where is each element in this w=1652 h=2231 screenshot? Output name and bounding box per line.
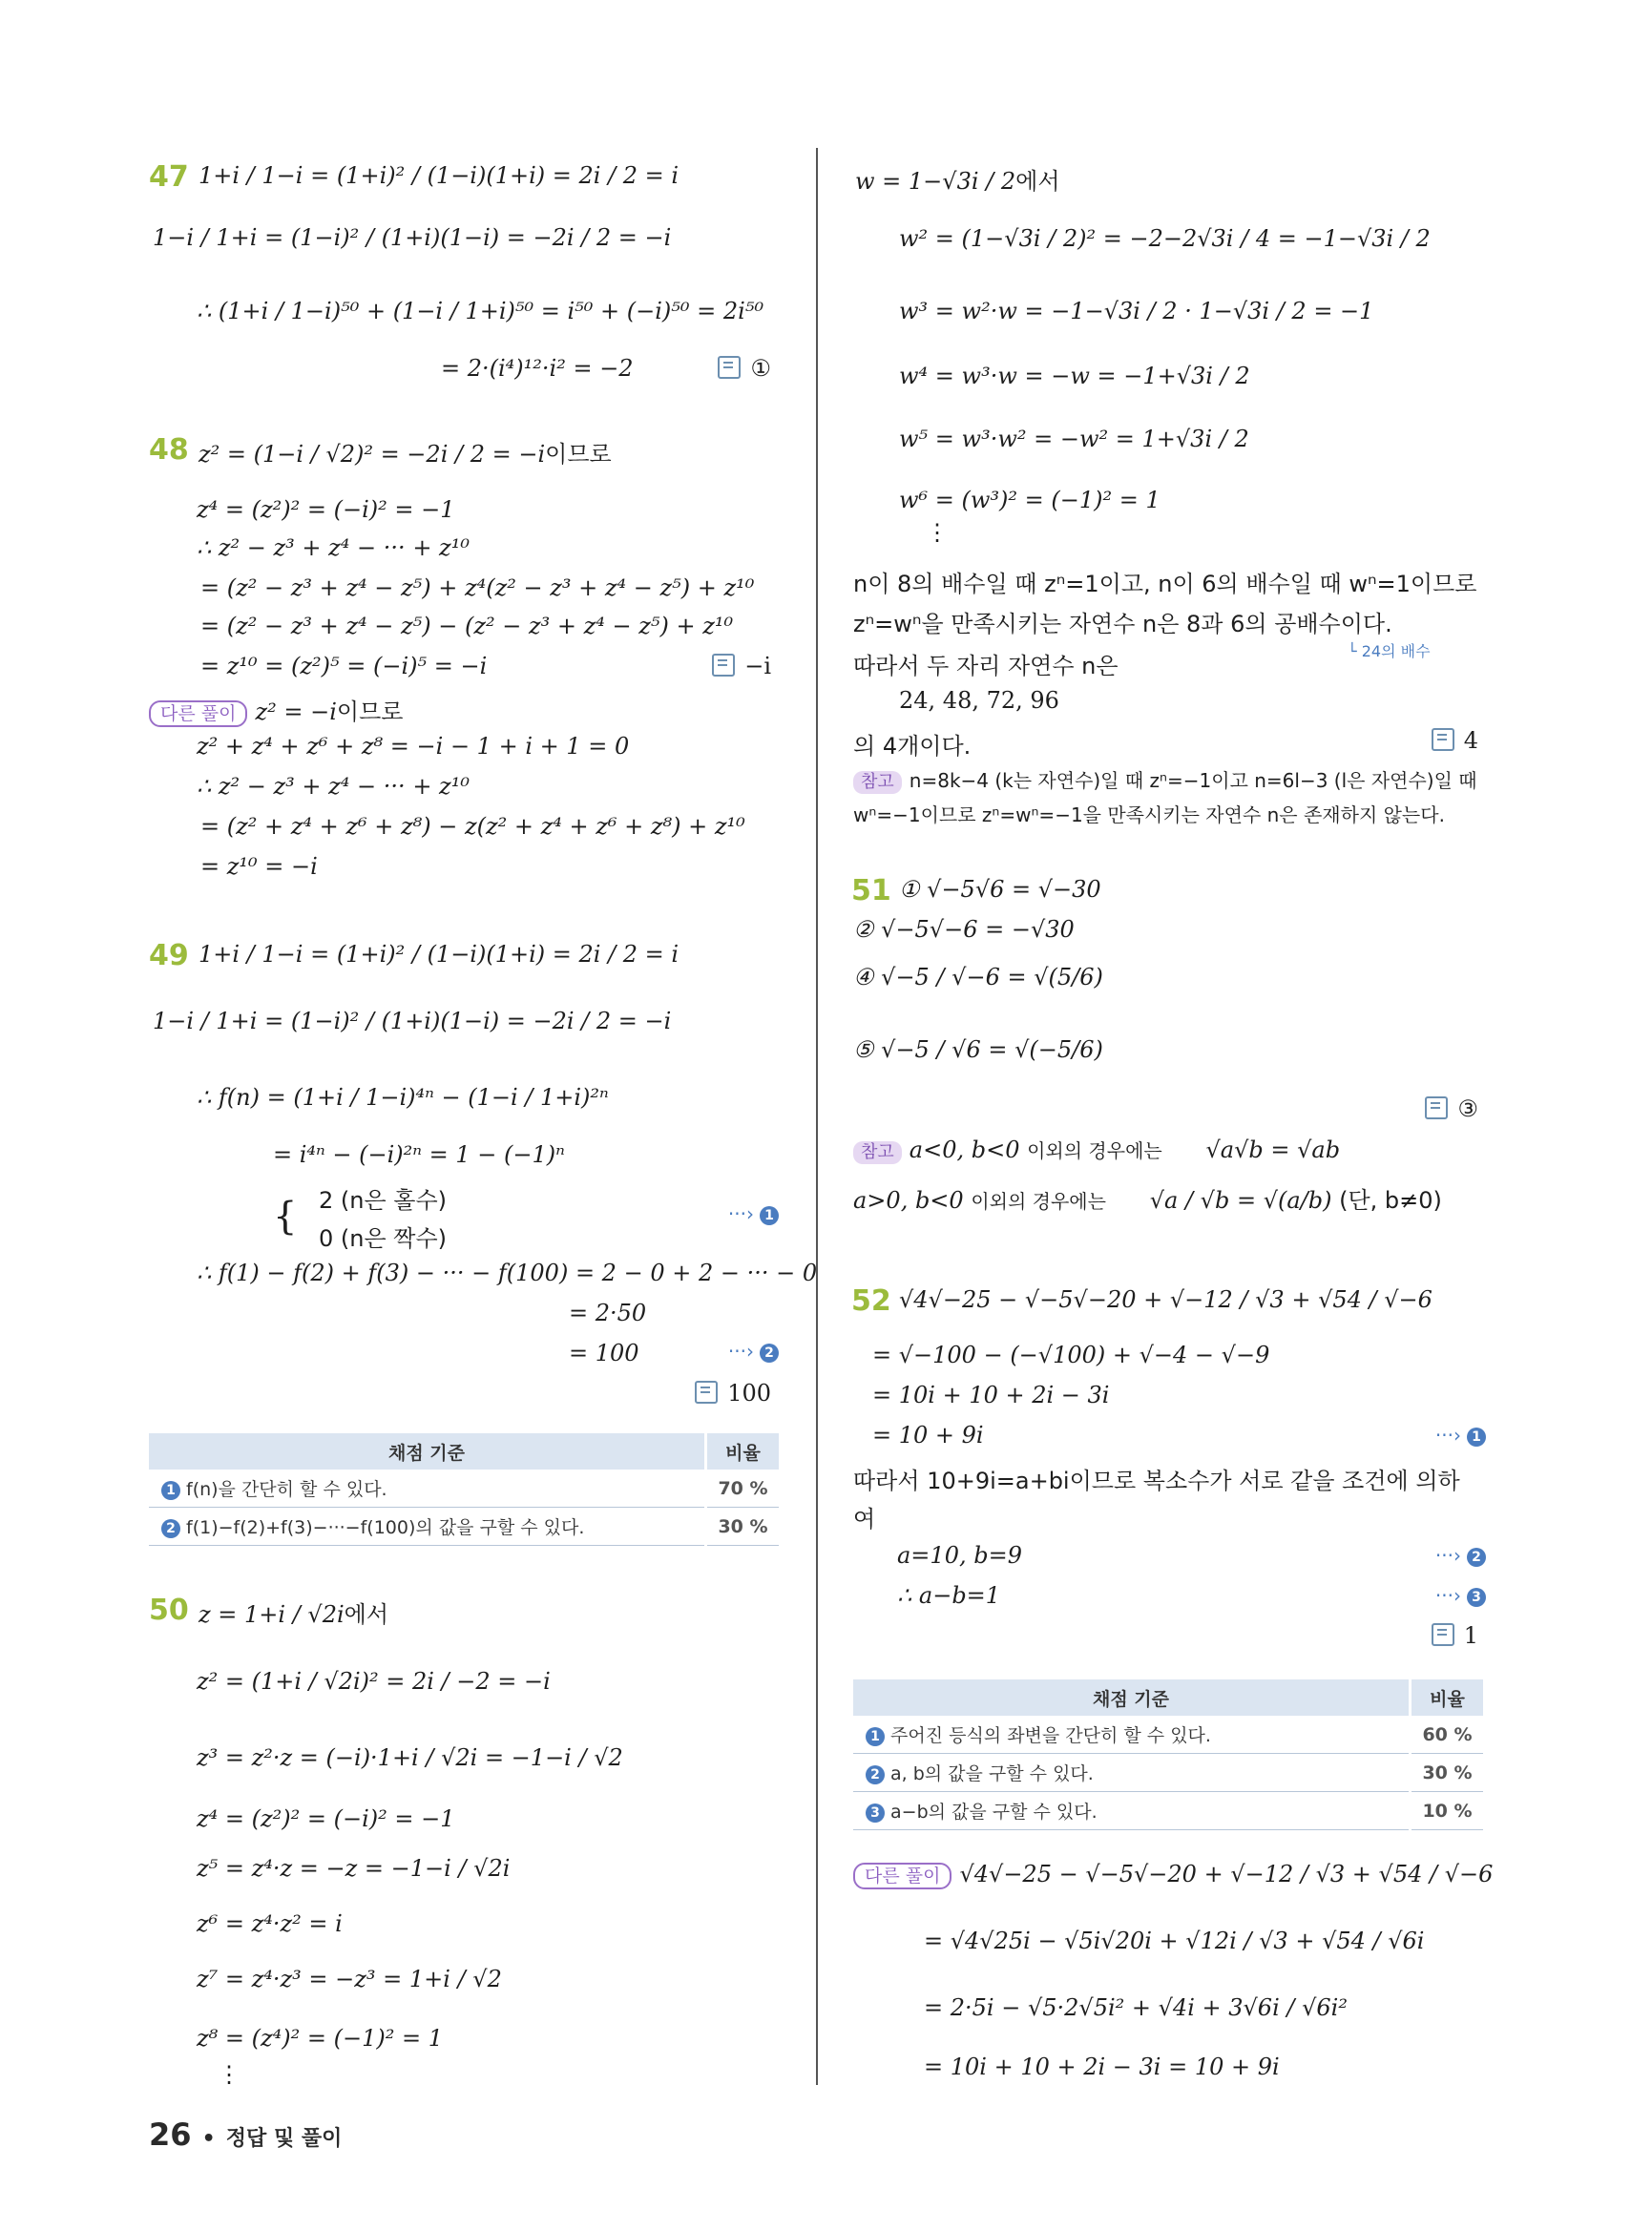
reference-tag: 참고 xyxy=(853,771,902,794)
answer-icon xyxy=(1425,1096,1448,1119)
scoring-table xyxy=(149,1433,779,1546)
math-line: ∴ f(n) = (1+i / 1−i)⁴ⁿ − (1−i / 1+i)²ⁿ xyxy=(197,1084,609,1111)
answer-icon xyxy=(1432,1623,1454,1646)
problem-number: 49 xyxy=(149,939,189,972)
math-line: = z¹⁰ = (z²)⁵ = (−i)⁵ = −i xyxy=(200,653,488,679)
math-line: = √4√25i − √5i√20i + √12i / √3 + √54 / √6i xyxy=(924,1928,1425,1954)
math-line: z⁴ = (z²)² = (−i)² = −1 xyxy=(197,1805,455,1832)
math-line: z⁸ = (z⁴)² = (−1)² = 1 xyxy=(197,2025,443,2052)
text-line: 24, 48, 72, 96 xyxy=(899,687,1059,714)
page-number: 26 xyxy=(149,2116,192,2153)
option-line: ① √−5√6 = √−30 xyxy=(899,876,1101,903)
math-line: w⁶ = (w³)² = (−1)² = 1 xyxy=(899,487,1161,513)
math-line: √4√−25 − √−5√−20 + √−12 / √3 + √54 / √−6 xyxy=(899,1286,1432,1313)
math-line: ∴ z² − z³ + z⁴ − ··· + z¹⁰ xyxy=(197,773,470,800)
math-line: w³ = w²·w = −1−√3i / 2 · 1−√3i / 2 = −1 xyxy=(899,298,1374,324)
table-header: 비율 xyxy=(706,1433,780,1470)
reference-note: a>0, b<0 이외의 경우에는 √a / √b = √(a/b) (단, b≠0) xyxy=(853,1187,1442,1214)
alt-solution-tag: 다른 풀이 xyxy=(149,700,247,727)
table-header: 채점 기준 xyxy=(853,1679,1411,1716)
math-line: 1+i / 1−i = (1+i)² / (1−i)(1+i) = 2i / 2 = i xyxy=(199,941,680,968)
math-line: w⁵ = w³·w² = −w² = 1+√3i / 2 xyxy=(899,426,1249,452)
math-line: w² = (1−√3i / 2)² = −2−2√3i / 4 = −1−√3i / 2 xyxy=(899,225,1431,252)
table-row: 1 f(n)을 간단히 할 수 있다. 70 % xyxy=(149,1470,779,1508)
math-line: z² + z⁴ + z⁶ + z⁸ = −i − 1 + i + 1 = 0 xyxy=(197,733,630,760)
table-row: 2 f(1)−f(2)+f(3)−···−f(100)의 값을 구할 수 있다. 30 % xyxy=(149,1508,779,1546)
math-line: 1−i / 1+i = (1−i)² / (1+i)(1−i) = −2i / 2 = −i xyxy=(153,1008,672,1034)
answer: 4 xyxy=(1432,727,1478,754)
math-line: z⁷ = z⁴·z³ = −z³ = 1+i / √2 xyxy=(197,1966,502,1992)
answer: 1 xyxy=(1432,1622,1478,1649)
math-line: = z¹⁰ = −i xyxy=(200,853,318,880)
math-line: = 2·50 xyxy=(569,1300,647,1326)
vertical-dots: ⋮ xyxy=(926,519,949,546)
scoring-table xyxy=(853,1679,1483,1830)
math-line: z⁵ = z⁴·z = −z = −1−i / √2i xyxy=(197,1855,511,1882)
answer: ① xyxy=(718,355,771,382)
math-line: 1+i / 1−i = (1+i)² / (1−i)(1+i) = 2i / 2 = i xyxy=(199,162,680,189)
answer: ③ xyxy=(1425,1095,1478,1122)
table-header: 채점 기준 xyxy=(149,1433,706,1470)
step-marker: ···› 3 xyxy=(1435,1584,1486,1607)
math-line: = 2·5i − √5·2√5i² + √4i + 3√6i / √6i² xyxy=(924,1994,1348,2021)
math-line: z² = (1+i / √2i)² = 2i / −2 = −i xyxy=(197,1668,551,1695)
section-title: 정답 및 풀이 xyxy=(225,2127,343,2151)
step-marker: ···› 2 xyxy=(728,1340,779,1363)
text-line: zⁿ=wⁿ을 만족시키는 자연수 n은 8과 6의 공배수이다. xyxy=(853,611,1392,637)
option-line: ⑤ √−5 / √6 = √(−5/6) xyxy=(853,1036,1103,1063)
math-line: ∴ f(1) − f(2) + f(3) − ··· − f(100) = 2 − 0 + 2 − ··· − 0 xyxy=(197,1260,818,1286)
math-line: = 10i + 10 + 2i − 3i = 10 + 9i xyxy=(924,2054,1280,2080)
math-line: w = 1−√3i / 2에서 xyxy=(855,168,1060,195)
case-line: 2 (n은 홀수) xyxy=(319,1187,448,1214)
math-line: = 2·(i⁴)¹²·i² = −2 xyxy=(441,355,634,382)
annotation-note: └ 24의 배수 xyxy=(1348,642,1431,660)
vertical-dots: ⋮ xyxy=(218,2061,240,2088)
reference-tag: 참고 xyxy=(853,1141,902,1164)
math-line: = √−100 − (−√100) + √−4 − √−9 xyxy=(872,1342,1270,1368)
text-line: 따라서 두 자리 자연수 n은 xyxy=(853,653,1119,679)
alt-solution-line: 다른 풀이 z² = −i이므로 xyxy=(149,693,403,727)
reference-note: wⁿ=−1이므로 zⁿ=wⁿ=−1을 만족시키는 자연수 n은 존재하지 않는다. xyxy=(853,803,1445,826)
math-line: a=10, b=9 xyxy=(897,1542,1022,1569)
text-line: 의 4개이다. xyxy=(853,733,972,760)
math-line: = 100 xyxy=(569,1340,639,1366)
problem-number: 51 xyxy=(851,874,891,907)
math-line: = 10 + 9i xyxy=(872,1422,984,1449)
problem-number: 52 xyxy=(851,1284,891,1318)
math-line: ∴ a−b=1 xyxy=(897,1582,1001,1609)
table-header: 비율 xyxy=(1411,1679,1484,1716)
answer-icon xyxy=(1432,728,1454,751)
brace: { xyxy=(273,1195,298,1239)
step-marker: ···› 1 xyxy=(1435,1424,1486,1447)
answer-icon xyxy=(712,654,735,677)
column-divider xyxy=(816,148,818,2085)
page-footer xyxy=(149,2116,342,2153)
problem-number: 47 xyxy=(149,160,189,194)
reference-note: 참고 a<0, b<0 이외의 경우에는 √a√b = √ab xyxy=(853,1136,1340,1164)
math-line: z³ = z²·z = (−i)·1+i / √2i = −1−i / √2 xyxy=(197,1744,623,1771)
problem-number: 50 xyxy=(149,1594,189,1627)
answer: −i xyxy=(712,653,771,679)
problem-number: 48 xyxy=(149,433,189,467)
math-line: z = 1+i / √2i에서 xyxy=(199,1601,389,1628)
text-line: n이 8의 배수일 때 zⁿ=1이고, n이 6의 배수일 때 wⁿ=1이므로 xyxy=(853,571,1477,597)
math-line: z² = (1−i / √2)² = −2i / 2 = −i이므로 xyxy=(199,441,612,468)
math-line: w⁴ = w³·w = −w = −1+√3i / 2 xyxy=(899,363,1250,389)
math-line: = (z² − z³ + z⁴ − z⁵) + z⁴(z² − z³ + z⁴ − z⁵) + z¹⁰ xyxy=(200,574,755,601)
alt-solution-line: 다른 풀이 √4√−25 − √−5√−20 + √−12 / √3 + √54 / √−6 xyxy=(853,1861,1493,1889)
step-marker: ···› 2 xyxy=(1435,1544,1486,1567)
math-line: z⁴ = (z²)² = (−i)² = −1 xyxy=(197,496,455,523)
table-row: 2 a, b의 값을 구할 수 있다. 30 % xyxy=(853,1754,1483,1792)
text-line: 따라서 10+9i=a+bi이므로 복소수가 서로 같을 조건에 의하 xyxy=(853,1468,1460,1494)
alt-solution-tag: 다른 풀이 xyxy=(853,1863,951,1889)
case-line: 0 (n은 짝수) xyxy=(319,1225,448,1252)
answer-icon xyxy=(695,1381,718,1404)
math-line: ∴ z² − z³ + z⁴ − ··· + z¹⁰ xyxy=(197,534,470,561)
math-line: ∴ (1+i / 1−i)⁵⁰ + (1−i / 1+i)⁵⁰ = i⁵⁰ + (−i)⁵⁰ = 2i⁵⁰ xyxy=(197,298,764,324)
answer: 100 xyxy=(695,1380,771,1407)
option-line: ② √−5√−6 = −√30 xyxy=(853,916,1075,943)
option-line: ④ √−5 / √−6 = √(5/6) xyxy=(853,964,1103,990)
math-line: = 10i + 10 + 2i − 3i xyxy=(872,1382,1110,1408)
footer-bullet: • xyxy=(201,2127,216,2151)
math-line: = i⁴ⁿ − (−i)²ⁿ = 1 − (−1)ⁿ xyxy=(273,1141,565,1168)
step-marker: ···› 1 xyxy=(728,1202,779,1225)
text-line: 여 xyxy=(853,1506,876,1533)
math-line: z⁶ = z⁴·z² = i xyxy=(197,1910,343,1937)
answer-icon xyxy=(718,356,741,379)
table-row: 3 a−b의 값을 구할 수 있다. 10 % xyxy=(853,1792,1483,1830)
math-line: = (z² + z⁴ + z⁶ + z⁸) − z(z² + z⁴ + z⁶ + z⁸) + z¹⁰ xyxy=(200,813,745,840)
math-line: = (z² − z³ + z⁴ − z⁵) − (z² − z³ + z⁴ − z⁵) + z¹⁰ xyxy=(200,613,734,639)
table-row: 1 주어진 등식의 좌변을 간단히 할 수 있다. 60 % xyxy=(853,1716,1483,1754)
math-line: 1−i / 1+i = (1−i)² / (1+i)(1−i) = −2i / 2 = −i xyxy=(153,224,672,251)
reference-note: 참고 n=8k−4 (k는 자연수)일 때 zⁿ=−1이고 n=6l−3 (l은 자연수)일 때 xyxy=(853,765,1477,794)
